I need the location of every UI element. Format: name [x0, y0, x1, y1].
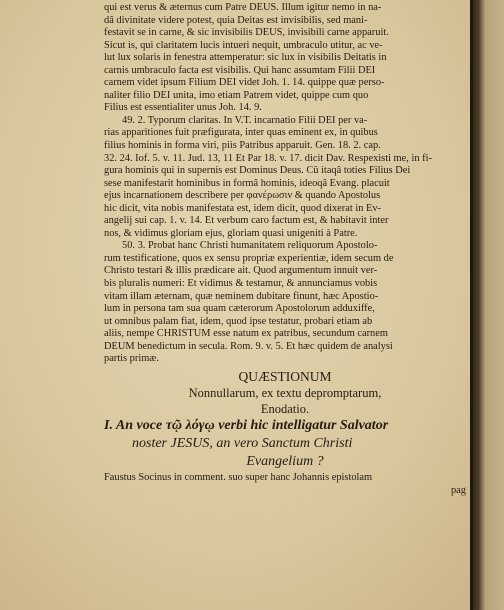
text-line: ejus incarnationem describere per φανέρωσιν & quando Apostolus [104, 190, 381, 202]
text-line: dâ divinitate videre potest, quia Deitas est invisibilis, sed mani- [104, 14, 368, 26]
gutter-shadow [470, 0, 473, 610]
body-text [104, 2, 466, 497]
section-subheading: Nonnullarum, ex textu depromptarum, [188, 385, 382, 400]
text-line: ut omnibus palam fiat, idem, quod ipse testatur, probari etiam ab [104, 315, 373, 327]
text-line: bis pluralis numeri: Et vidimus & testamur, & annunciamus vobis [104, 278, 378, 290]
catchword: pag [450, 484, 466, 496]
text-line: partis primæ. [104, 353, 159, 365]
text-line: vitam illam æternam, quæ neminem dubitare finunt, hæc Apostio- [104, 290, 379, 302]
text-line: angelij sui cap. 1. v. 14. Et verbum caro factum est, & habitavit inter [104, 215, 389, 227]
text-line: Sicut is, qui claritatem lucis intueri nequit, umbraculo utitur, ac ve- [104, 39, 383, 51]
text-line: filius hominis in forma viri, piis Patribus apparuit. Gen. 18. 2. cap. [104, 140, 381, 152]
question-1-line-1: I. An voce τῷ λόγῳ verbi hic intelligatur Salvator [104, 417, 389, 433]
text-line: Faustus Socinus in comment. suo super hanc Johannis epistolam [104, 471, 373, 483]
text-line: rum testificatione, quos ex sensu propriæ experientiæ, idem secum de [104, 252, 394, 264]
paragraph-50-start: 50. 3. Probat hanc Christi humanitatem reliquorum Apostolo- [122, 240, 378, 252]
text-line: aliis, nempe CHRISTUM esse natum ex patribus, secundum carnem [104, 328, 388, 340]
text-line: sese manifestarit hominibus in formâ hominis, ideoqâ Evang. placuit [104, 177, 390, 189]
text-line: naliter filio DEI unita, imo etiam Patrem videt, quippe cum quo [104, 89, 369, 101]
text-line: carnem videt ipsum Filium DEI videt Joh. 1. 14. quippe quæ perso- [104, 77, 385, 89]
facing-page-edge [470, 0, 504, 610]
text-line: qui est verus & æternus cum Patre DEUS. Illum igitur nemo in na- [104, 2, 382, 13]
text-line: rias apparitiones fuit præfigurata, inter quas eminent ex, in quibus [104, 127, 378, 139]
question-1-line-3: Evangelium ? [246, 453, 324, 469]
text-line: 32. 24. Iof. 5. v. 11. Jud. 13, 11 Et Par 18. v. 17. dicit Dav. Respexisti me, in fi- [104, 152, 432, 164]
text-line: gura hominis qui in supernis est Dominus Deus. Cû itaqâ toties Filius Dei [104, 165, 411, 177]
text-line: lut lux solaris in fenestra attemperatur: sic lux in visibilis Deitatis in [104, 52, 387, 64]
section-subheading-2: Enodatio. [260, 401, 310, 416]
text-line: carnis umbraculo facta est visibilis. Qui hanc assumtam Filii DEI [104, 64, 376, 76]
text-line: Filius est essentialiter unus Joh. 14. 9. [104, 102, 262, 114]
question-1-line-2: noster JESUS, an vero Sanctum Christi [132, 435, 353, 451]
text-line: DEUM benedictum in secula. Rom. 9. v. 5. Et hæc quidem de analysi [104, 340, 393, 352]
text-line: Christo testari & illis prædicare ait. Quod argumentum innuit ver- [104, 265, 378, 277]
text-line: festavit se in carne, & sic invisibilis DEUS, invisibili carne apparuit. [104, 27, 389, 39]
paragraph-49-start: 49. 2. Typorum claritas. In V.T. incarnatio Filii DEI per va- [122, 114, 368, 126]
text-line: nos, & vidimus gloriam ejus, gloriam quasi unigeniti à Patre. [104, 227, 358, 239]
text-line: hic dicit, vita nobis manifestata est, idem dicit, quod dixerat in Ev- [104, 202, 382, 214]
section-heading: QUÆSTIONUM [238, 368, 332, 384]
text-line: lum in persona tam sua quam cæterorum Apostolorum adduxiffe, [104, 303, 375, 315]
